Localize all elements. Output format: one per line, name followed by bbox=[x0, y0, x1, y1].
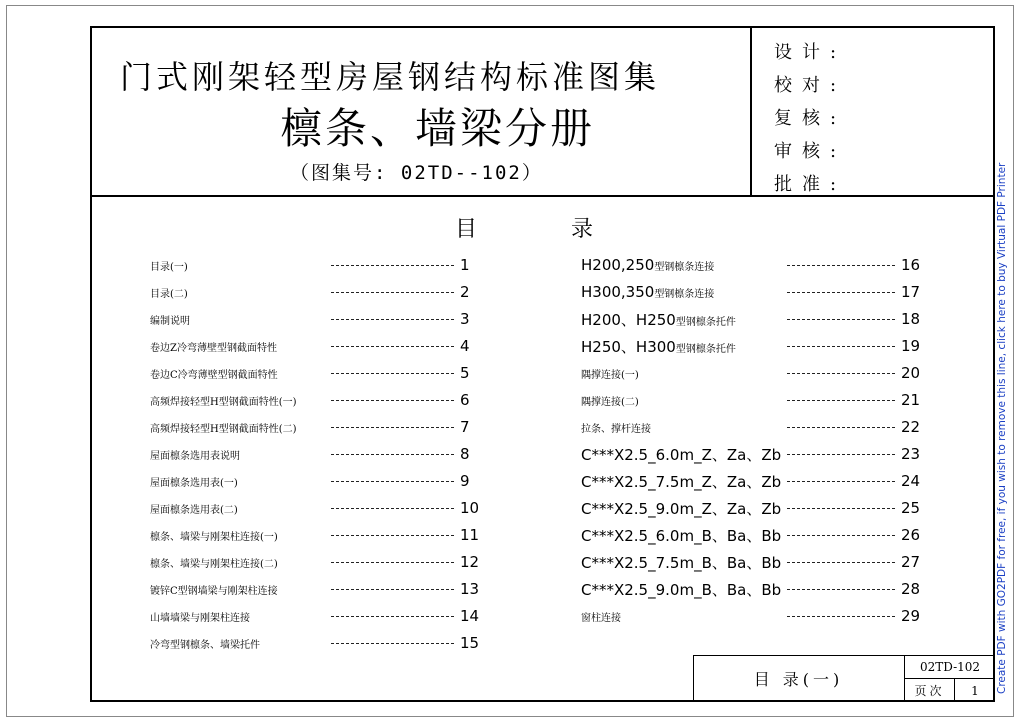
toc-entry-page: 4 bbox=[460, 337, 470, 355]
toc-entry-label-main: H200、H250 bbox=[581, 310, 676, 329]
toc-entry-page: 2 bbox=[460, 283, 470, 301]
toc-entry-page: 9 bbox=[460, 472, 470, 490]
toc-entry[interactable] bbox=[150, 255, 482, 275]
toc-entry[interactable] bbox=[150, 606, 482, 626]
toc-leader-line bbox=[787, 535, 895, 536]
toc-entry-page: 20 bbox=[901, 364, 921, 382]
toc-leader-line bbox=[787, 346, 895, 347]
toc-leader-line bbox=[787, 319, 895, 320]
toc-leader-line bbox=[331, 400, 454, 401]
toc-entry-label bbox=[581, 309, 781, 330]
toc-entry-label: 檩条、墙梁与刚架柱连接(一) bbox=[150, 531, 278, 543]
toc-entry[interactable] bbox=[581, 390, 923, 410]
toc-entry-page: 3 bbox=[460, 310, 470, 328]
toc-leader-line bbox=[787, 427, 895, 428]
toc-entry[interactable] bbox=[581, 471, 923, 491]
page-label: 页次 bbox=[905, 679, 955, 702]
toc-entry[interactable] bbox=[581, 363, 923, 383]
toc-leader-line bbox=[331, 319, 454, 320]
toc-leader-line bbox=[787, 400, 895, 401]
toc-entry-label bbox=[581, 364, 781, 382]
toc-leader-line bbox=[787, 508, 895, 509]
toc-entry-label: 檩条、墙梁与刚架柱连接(二) bbox=[150, 558, 278, 570]
toc-entry[interactable] bbox=[150, 552, 482, 572]
toc-entry-label bbox=[581, 444, 781, 465]
toc-leader-line bbox=[787, 454, 895, 455]
toc-entry-label: 冷弯型钢檩条、墙梁托件 bbox=[150, 639, 260, 651]
toc-entry-label-main: C***X2.5_9.0m_B、Ba、Bb bbox=[581, 580, 782, 599]
signoff-review: 复核: bbox=[774, 108, 847, 129]
toc-entry-page: 28 bbox=[901, 580, 921, 598]
toc-leader-line bbox=[331, 616, 454, 617]
toc-leader-line bbox=[787, 589, 895, 590]
signoff-design: 设计: bbox=[774, 42, 847, 63]
toc-entry-label bbox=[581, 552, 781, 573]
toc-entry-label bbox=[581, 391, 781, 409]
toc-leader-line bbox=[331, 508, 454, 509]
toc-entry-label: 高频焊接轻型H型钢截面特性(二) bbox=[150, 423, 297, 435]
toc-entry-label-main: C***X2.5_6.0m_Z、Za、Zb bbox=[581, 445, 782, 464]
toc-entry[interactable] bbox=[150, 363, 482, 383]
volume-title: 檩条、墙梁分册 bbox=[280, 104, 596, 153]
toc-entry-label-main: H200,250 bbox=[581, 256, 655, 274]
toc-entry-label bbox=[581, 579, 781, 600]
pdf-watermark-link[interactable]: Create PDF with GO2PDF for free, if you wish to remove this line, click here to buy Virtual PDF Printer bbox=[996, 162, 1008, 694]
sheet-code: 02TD-102 bbox=[905, 655, 995, 679]
toc-entry-page: 18 bbox=[901, 310, 921, 328]
toc-entry-label-main: H250、H300 bbox=[581, 337, 676, 356]
signoff-proofread: 校对: bbox=[774, 75, 847, 96]
toc-entry-label bbox=[581, 336, 781, 357]
toc-entry-page: 23 bbox=[901, 445, 921, 463]
toc-entry-page: 6 bbox=[460, 391, 470, 409]
toc-entry-label bbox=[581, 471, 781, 492]
toc-entry-page: 25 bbox=[901, 499, 921, 517]
toc-entry-label: 高频焊接轻型H型钢截面特性(一) bbox=[150, 396, 297, 408]
toc-entry-label-main: C***X2.5_6.0m_B、Ba、Bb bbox=[581, 526, 782, 545]
toc-entry-page: 7 bbox=[460, 418, 470, 436]
toc-heading-right: 录 bbox=[571, 217, 594, 242]
toc-entry-label-suffix: 型钢檩条托件 bbox=[675, 316, 736, 328]
toc-entry-page: 13 bbox=[460, 580, 480, 598]
toc-entry-label: 屋面檩条选用表(二) bbox=[150, 504, 238, 516]
toc-entry-page: 16 bbox=[901, 256, 921, 274]
toc-entry-page: 26 bbox=[901, 526, 921, 544]
toc-entry-page: 24 bbox=[901, 472, 921, 490]
toc-leader-line bbox=[787, 265, 895, 266]
toc-leader-line bbox=[787, 292, 895, 293]
toc-leader-line bbox=[331, 265, 454, 266]
toc-heading-left: 目 bbox=[455, 217, 478, 242]
toc-entry[interactable] bbox=[150, 525, 482, 545]
toc-entry[interactable] bbox=[581, 417, 923, 437]
toc-entry-label: 山墙墙梁与刚架柱连接 bbox=[150, 612, 250, 624]
toc-entry-label bbox=[581, 607, 781, 625]
toc-entry-label bbox=[581, 525, 781, 546]
toc-entry-label: 编制说明 bbox=[150, 315, 190, 327]
atlas-number: （图集号: 02TD--102） bbox=[290, 162, 543, 184]
toc-entry[interactable] bbox=[581, 255, 923, 275]
toc-leader-line bbox=[331, 454, 454, 455]
toc-entry[interactable] bbox=[150, 633, 482, 653]
toc-entry-label: 目录(二) bbox=[150, 288, 188, 300]
toc-leader-line bbox=[331, 643, 454, 644]
toc-entry-page: 1 bbox=[460, 256, 470, 274]
toc-leader-line bbox=[331, 481, 454, 482]
toc-entry-label-suffix: 拉条、撑杆连接 bbox=[581, 424, 651, 435]
toc-entry-label-suffix: 型钢檩条连接 bbox=[654, 289, 715, 300]
toc-leader-line bbox=[787, 616, 895, 617]
toc-entry[interactable] bbox=[581, 444, 923, 464]
toc-entry[interactable] bbox=[150, 444, 482, 464]
toc-entry-label bbox=[581, 498, 781, 519]
toc-entry-label-suffix: 窗柱连接 bbox=[581, 613, 621, 624]
toc-entry-label bbox=[581, 256, 781, 274]
toc-entry-label-suffix: 型钢檩条托件 bbox=[675, 343, 736, 355]
toc-leader-line bbox=[331, 373, 454, 374]
toc-leader-line bbox=[331, 589, 454, 590]
toc-entry-label-suffix: 隅撑连接(二) bbox=[581, 397, 639, 408]
page-number: 1 bbox=[971, 683, 979, 698]
toc-entry[interactable] bbox=[581, 336, 923, 356]
toc-leader-line bbox=[331, 346, 454, 347]
toc-entry-page: 29 bbox=[901, 607, 921, 625]
toc-entry[interactable] bbox=[150, 390, 482, 410]
toc-entry-label-main: C***X2.5_7.5m_B、Ba、Bb bbox=[581, 553, 782, 572]
toc-entry-label-main: C***X2.5_9.0m_Z、Za、Zb bbox=[581, 499, 782, 518]
toc-entry[interactable] bbox=[581, 579, 923, 599]
toc-entry-label-suffix: 隅撑连接(一) bbox=[581, 370, 639, 381]
toc-entry[interactable] bbox=[581, 606, 923, 626]
toc-entry-label: 卷边Z冷弯薄壁型钢截面特性 bbox=[150, 342, 277, 354]
toc-leader-line bbox=[331, 292, 454, 293]
toc-entry-label: 屋面檩条选用表(一) bbox=[150, 477, 238, 489]
toc-entry-page: 11 bbox=[460, 526, 480, 544]
signoff-approve: 批准: bbox=[774, 174, 847, 195]
toc-entry-label bbox=[581, 418, 781, 436]
toc-leader-line bbox=[787, 562, 895, 563]
toc-entry-label-suffix: 型钢檩条连接 bbox=[654, 262, 715, 273]
toc-entry-page: 15 bbox=[460, 634, 480, 652]
toc-entry-label: 屋面檩条选用表说明 bbox=[150, 450, 240, 462]
toc-entry[interactable] bbox=[150, 336, 482, 356]
toc-entry[interactable] bbox=[150, 309, 482, 329]
toc-entry-label: 卷边C冷弯薄壁型钢截面特性 bbox=[150, 369, 278, 381]
signoff-examine: 审核: bbox=[774, 141, 847, 162]
toc-entry-page: 12 bbox=[460, 553, 480, 571]
toc-entry[interactable] bbox=[581, 498, 923, 518]
toc-entry-page: 17 bbox=[901, 283, 921, 301]
toc-entry[interactable] bbox=[150, 579, 482, 599]
sheet-title: 目 录(一) bbox=[693, 655, 905, 702]
toc-leader-line bbox=[787, 481, 895, 482]
toc-entry-label: 目录(一) bbox=[150, 261, 188, 273]
toc-entry-label bbox=[581, 283, 781, 301]
toc-entry[interactable] bbox=[150, 498, 482, 518]
toc-entry-label-main: C***X2.5_7.5m_Z、Za、Zb bbox=[581, 472, 782, 491]
toc-entry-page: 19 bbox=[901, 337, 921, 355]
toc-leader-line bbox=[331, 535, 454, 536]
toc-entry[interactable] bbox=[150, 282, 482, 302]
toc-entry-page: 27 bbox=[901, 553, 921, 571]
atlas-series-title: 门式刚架轻型房屋钢结构标准图集 bbox=[120, 58, 661, 96]
toc-entry[interactable] bbox=[150, 471, 482, 491]
toc-entry[interactable] bbox=[150, 417, 482, 437]
toc-entry[interactable] bbox=[581, 309, 923, 329]
toc-entry[interactable] bbox=[581, 552, 923, 572]
toc-leader-line bbox=[331, 427, 454, 428]
toc-entry-page: 14 bbox=[460, 607, 480, 625]
toc-entry[interactable] bbox=[581, 525, 923, 545]
toc-entry-label-main: H300,350 bbox=[581, 283, 655, 301]
toc-entry-page: 5 bbox=[460, 364, 470, 382]
toc-entry[interactable] bbox=[581, 282, 923, 302]
toc-entry-page: 22 bbox=[901, 418, 921, 436]
toc-leader-line bbox=[787, 373, 895, 374]
toc-entry-page: 8 bbox=[460, 445, 470, 463]
toc-leader-line bbox=[331, 562, 454, 563]
toc-entry-page: 21 bbox=[901, 391, 921, 409]
toc-entry-label: 镀锌C型钢墙梁与刚架柱连接 bbox=[150, 585, 278, 597]
toc-entry-page: 10 bbox=[460, 499, 480, 517]
